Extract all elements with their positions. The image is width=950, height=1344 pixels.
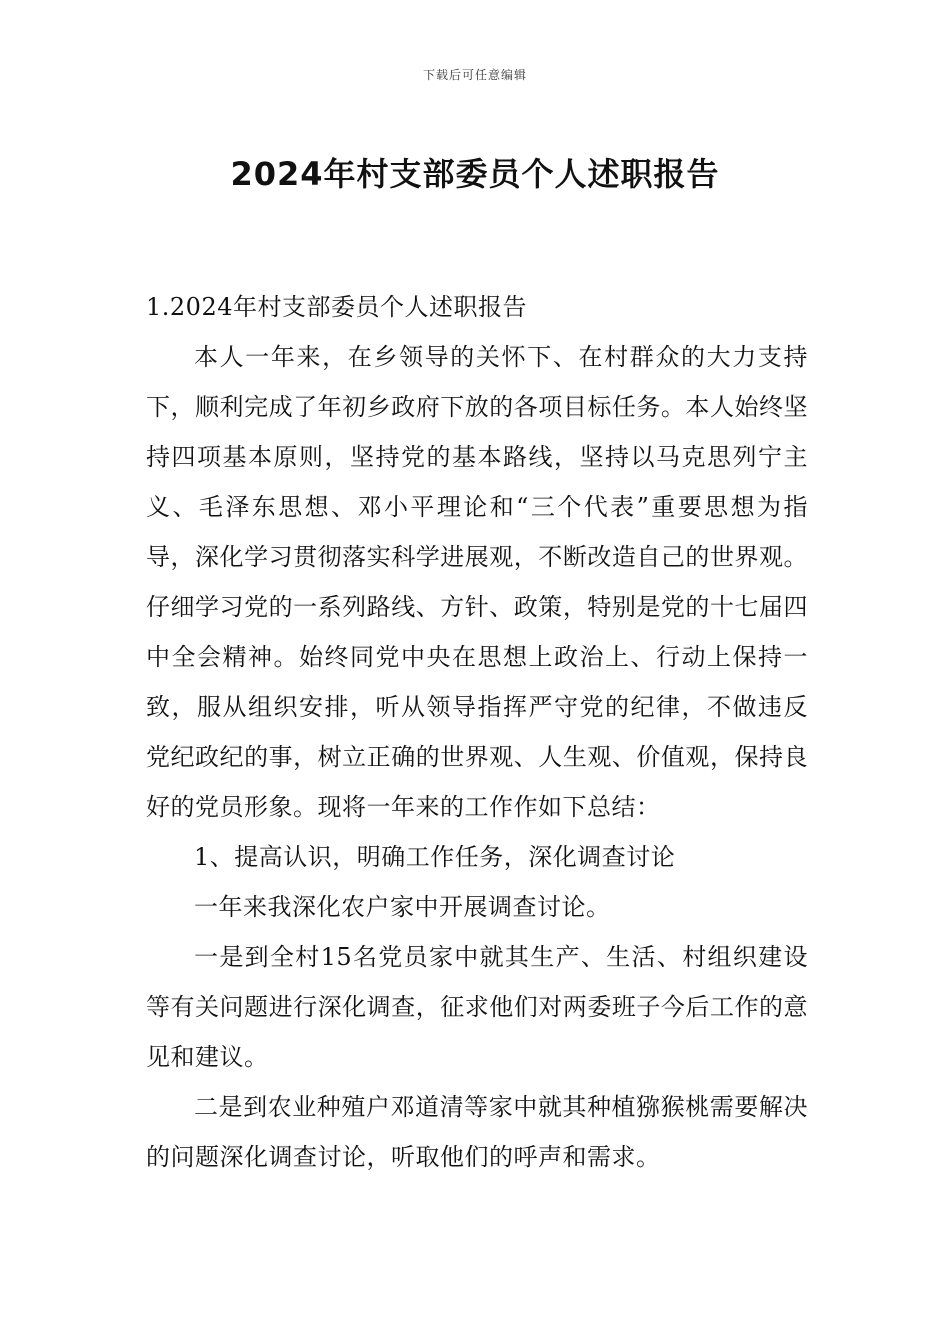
paragraph-intro: 本人一年来，在乡领导的关怀下、在村群众的大力支持下，顺利完成了年初乡政府下放的各项目标任务。本人始终坚持四项基本原则，坚持党的基本路线，坚持以马克思列宁主义、毛泽东思想、邓小平理论和“三个代表”重要思想为指导，深化学习贯彻落实科学进展观，不断改造自己的世界观。仔细学习党的一系列路线、方针、政策，特别是党的十七届四中全会精神。始终同党中央在思想上政治上、行动上保持一致，服从组织安排，听从领导指挥严守党的纪律，不做违反 党纪政纪的事，树立正确的世界观、人生观、价值观，保持良好的党员形象。现将一年来的工作作如下总结： (146, 343, 808, 821)
paragraph-research-summary: 一年来我深化农户家中开展调查讨论。 (194, 893, 611, 921)
section-heading: 1.2024年村支部委员个人述职报告 (146, 293, 527, 321)
document-body (146, 282, 808, 1182)
header-note: 下载后可任意编辑 (422, 68, 527, 82)
paragraph-first-point: 一是到全村15名党员家中就其生产、生活、村组织建设等有关问题进行深化调查，征求他们对两委班子今后工作的意见和建议。 (146, 943, 808, 1071)
document-title: 2024年村支部委员个人述职报告 (230, 155, 720, 194)
paragraph-second-point: 二是到农业种殖户邓道清等家中就其种植猕猴桃需要解决的问题深化调查讨论，听取他们的呼声和需求。 (146, 1093, 808, 1171)
paragraph-subheading-1: 1、提高认识，明确工作任务，深化调查讨论 (194, 843, 676, 871)
